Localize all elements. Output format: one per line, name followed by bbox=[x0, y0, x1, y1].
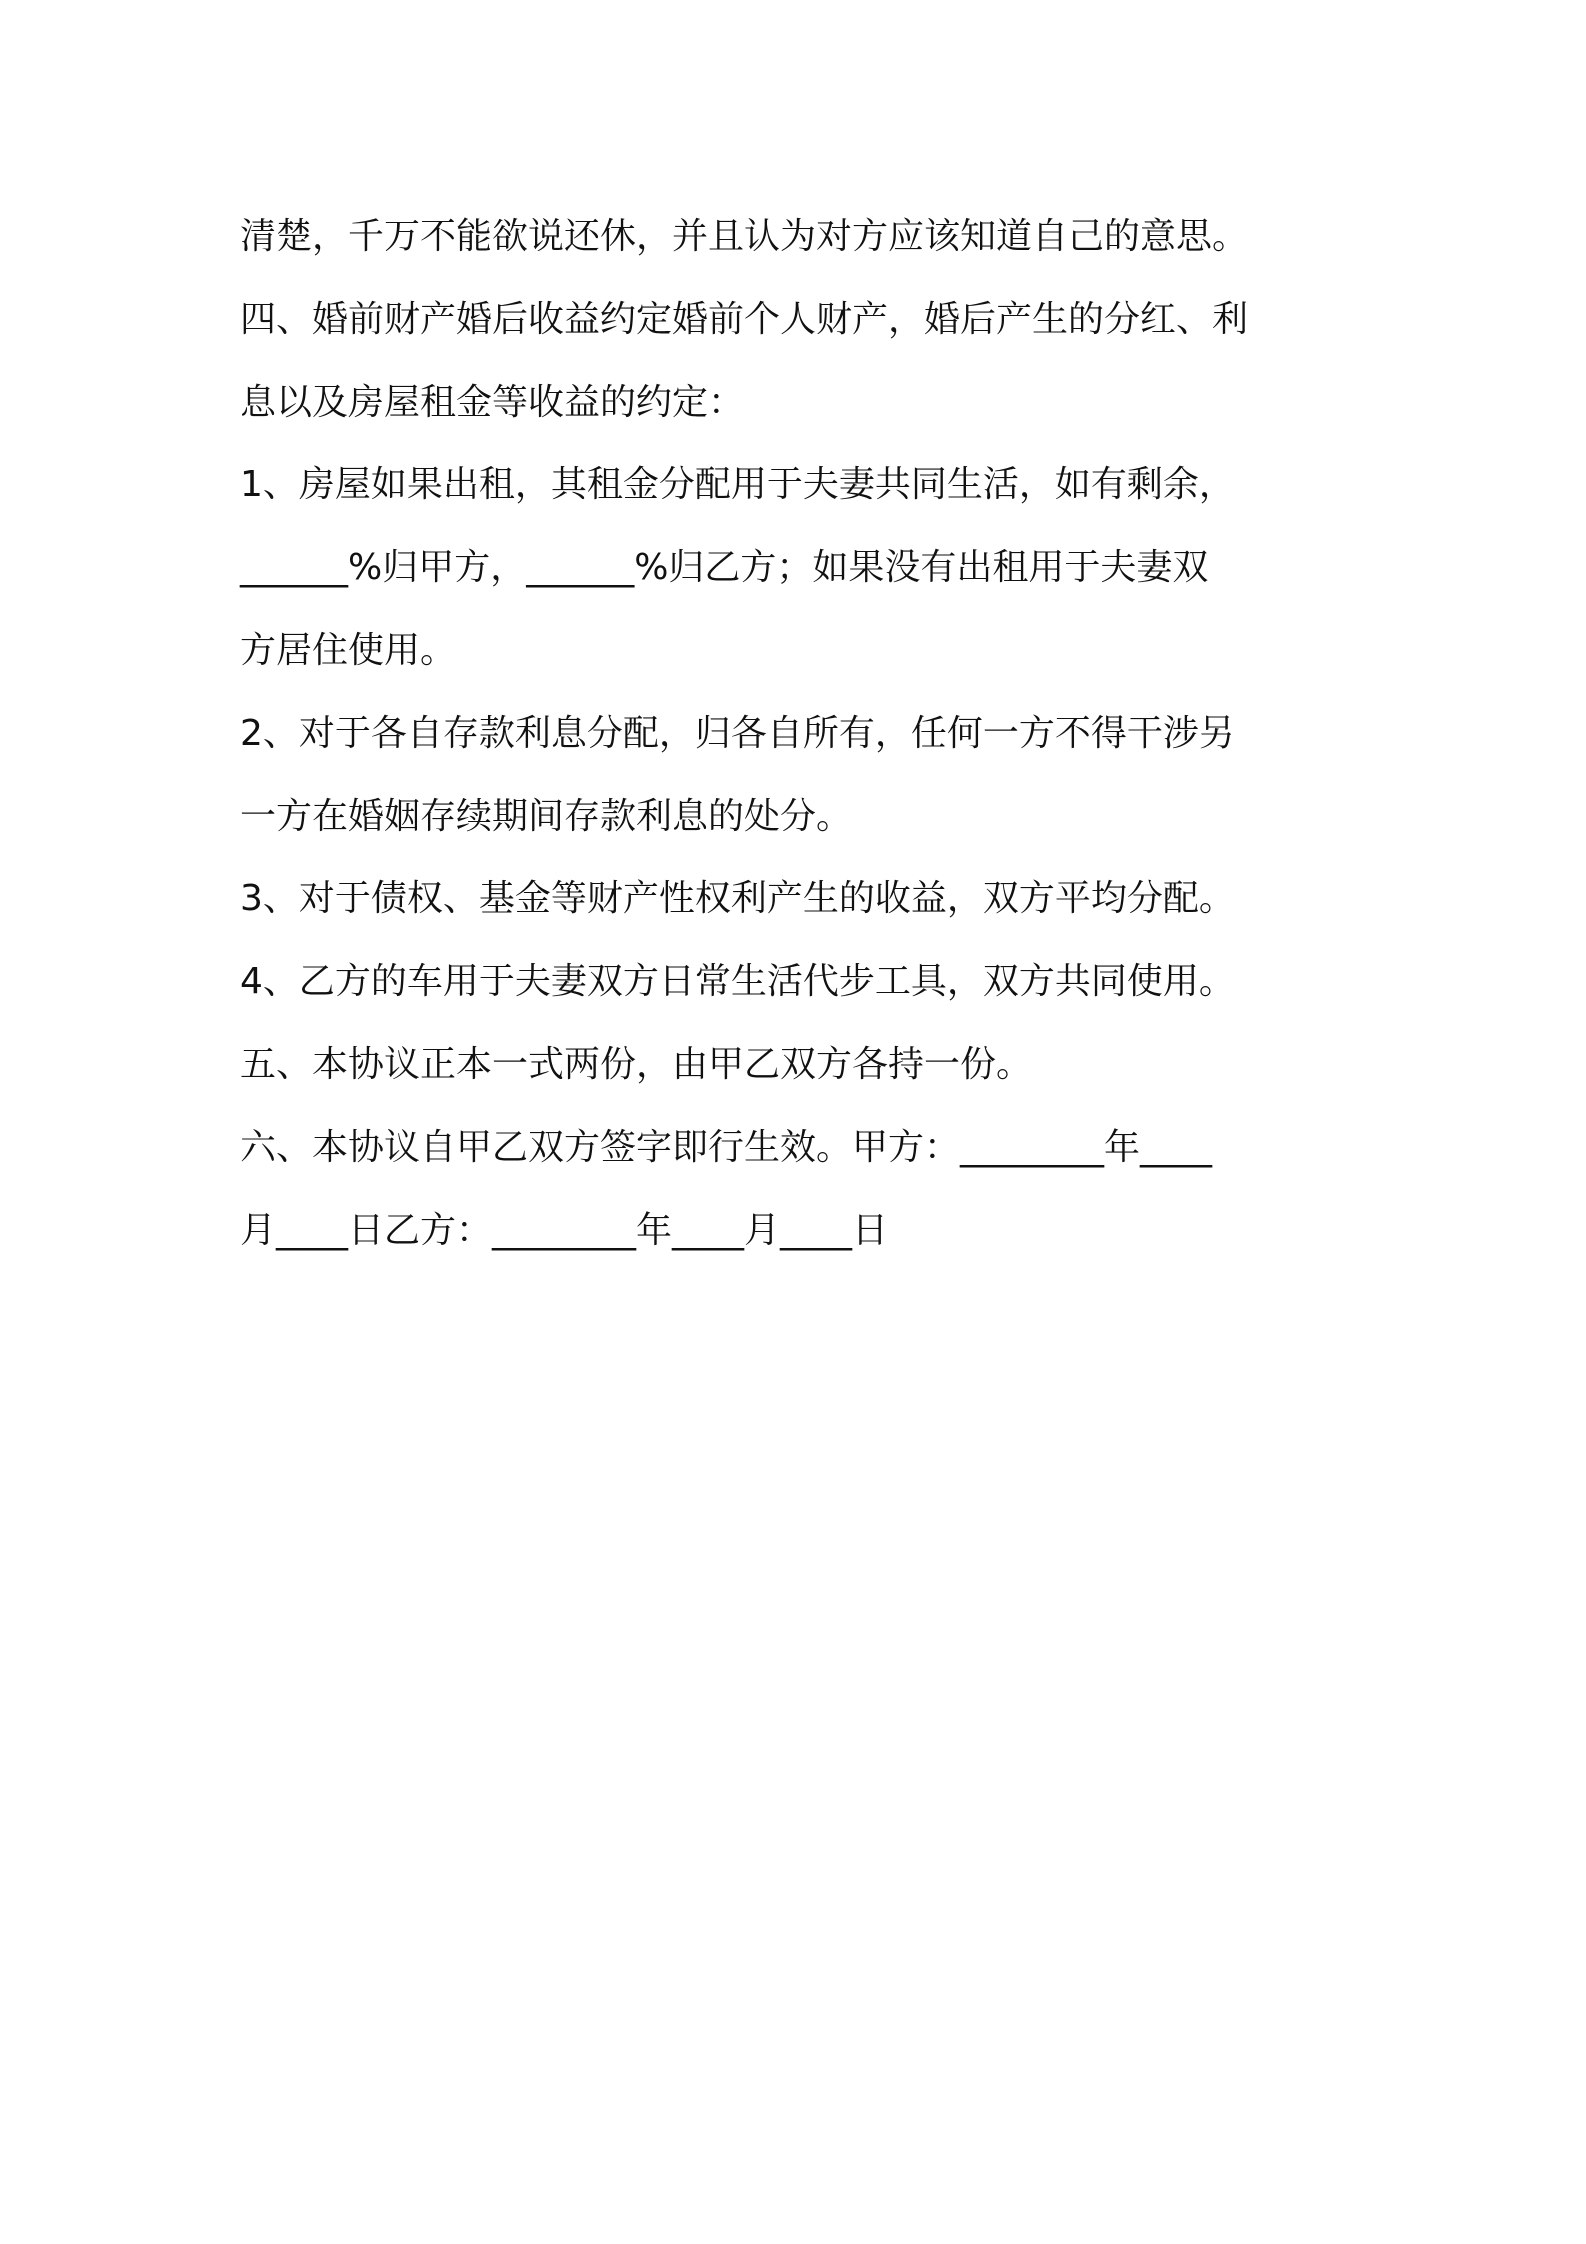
text-line: 五、本协议正本一式两份，由甲乙双方各持一份。 bbox=[240, 1043, 1033, 1085]
text-line: ______%归甲方，______%归乙方；如果没有出租用于夫妻双 bbox=[240, 547, 1209, 589]
text-line: 四、婚前财产婚后收益约定婚前个人财产，婚后产生的分红、利 bbox=[240, 298, 1249, 340]
text-line: 1、房屋如果出租，其租金分配用于夫妻共同生活，如有剩余， bbox=[240, 464, 1235, 506]
text-line: 息以及房屋租金等收益的约定： bbox=[240, 381, 745, 423]
text-line: 3、对于债权、基金等财产性权利产生的收益，双方平均分配。 bbox=[240, 878, 1235, 920]
text-line: 4、乙方的车用于夫妻双方日常生活代步工具，双方共同使用。 bbox=[240, 961, 1235, 1003]
document-body bbox=[240, 196, 1360, 1272]
text-line: 清楚，千万不能欲说还休，并且认为对方应该知道自己的意思。 bbox=[240, 216, 1249, 257]
text-line: 方居住使用。 bbox=[240, 629, 457, 671]
text-line: 2、对于各自存款利息分配，归各自所有，任何一方不得干涉另 bbox=[240, 712, 1235, 754]
text-line: 六、本协议自甲乙双方签字即行生效。甲方：________年____ bbox=[240, 1126, 1213, 1168]
text-line: 月____日乙方：________年____月____日 bbox=[240, 1209, 889, 1251]
text-line: 一方在婚姻存续期间存款利息的处分。 bbox=[240, 795, 853, 837]
